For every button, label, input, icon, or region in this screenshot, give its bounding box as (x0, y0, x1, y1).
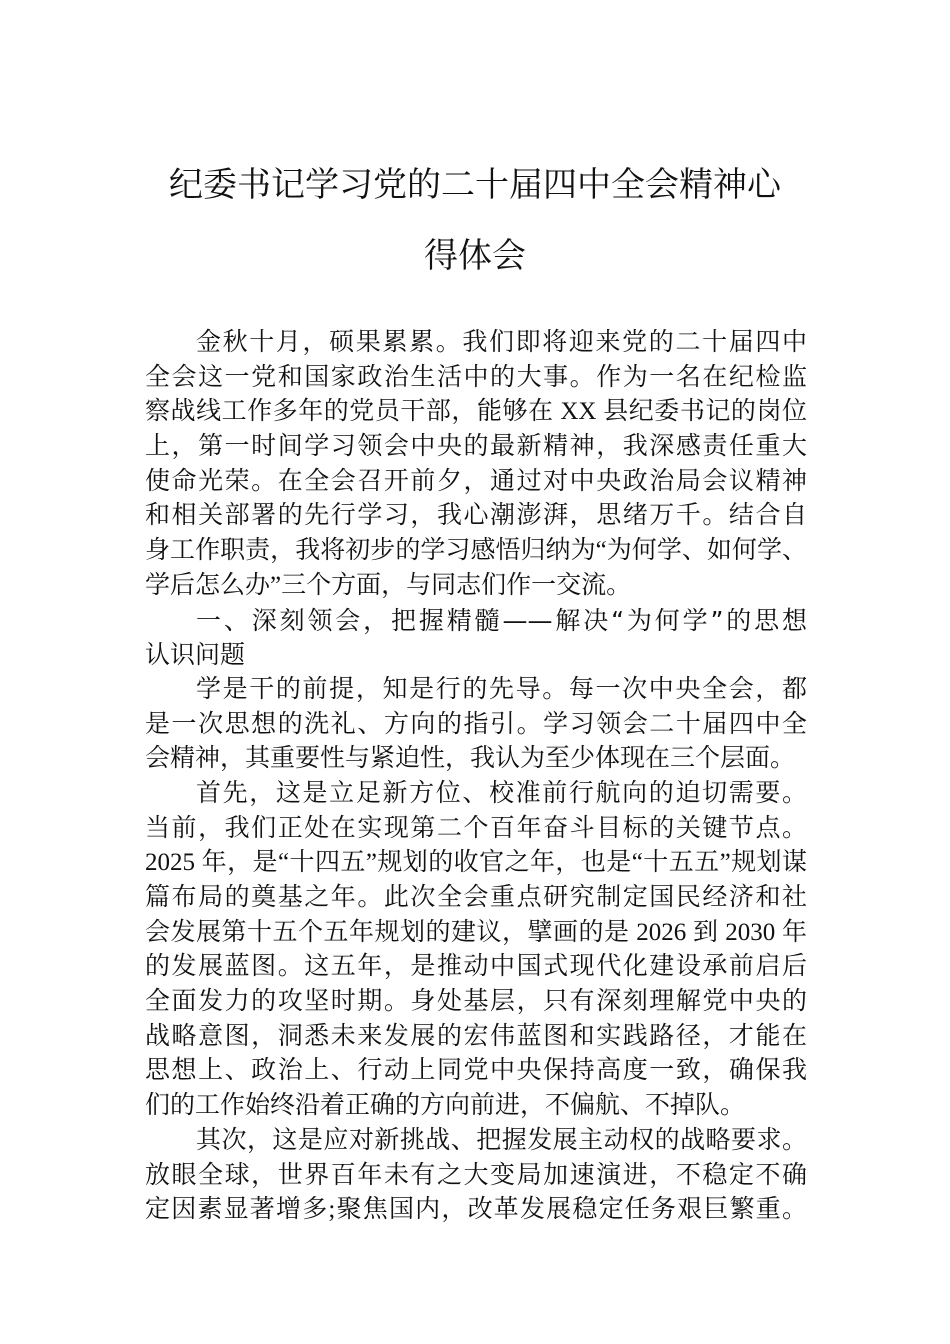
text-line: 是一次思想的洗礼、方向的指引。学习领会二十届四中全 (145, 710, 807, 738)
text-line: 全面发力的攻坚时期。身处基层，只有深刻理解党中央的 (145, 988, 807, 1016)
text-line: 上，第一时间学习领会中央的最新精神，我深感责任重大 (145, 433, 807, 461)
text-line: 察战线工作多年的党员干部，能够在 XX 县纪委书记的岗位 (145, 398, 807, 426)
paragraph (145, 777, 807, 1124)
text-line: 会精神，其重要性与紧迫性，我认为至少体现在三个层面。 (145, 745, 796, 773)
text-line: 首先，这是立足新方位、校准前行航向的迫切需要。 (196, 779, 807, 807)
text-line: 其次，这是应对新挑战、把握发展主动权的战略要求。 (196, 1126, 807, 1154)
text-line: 一、深刻领会，把握精髓——解决“为何学”的思想 (196, 605, 807, 635)
section-heading (145, 604, 807, 673)
text-line: 的发展蓝图。这五年，是推动中国式现代化建设承前启后 (145, 953, 807, 981)
text-line: 认识问题 (145, 640, 246, 670)
text-line: 2025 年，是“十四五”规划的收官之年，也是“十五五”规划谋 (145, 849, 807, 877)
document-title-line-2: 得体会 (424, 238, 526, 275)
text-line: 战略意图，洞悉未来发展的宏伟蓝图和实践路径，才能在 (145, 1022, 807, 1050)
text-line: 放眼全球，世界百年未有之大变局加速演进，不稳定不确 (145, 1161, 807, 1189)
text-line: 定因素显著增多;聚焦国内，改革发展稳定任务艰巨繁重。 (145, 1196, 807, 1224)
text-line: 金秋十月，硕果累累。我们即将迎来党的二十届四中 (196, 329, 807, 356)
text-line: 身工作职责，我将初步的学习感悟归纳为“为何学、如何学、 (145, 537, 807, 565)
text-line: 们的工作始终沿着正确的方向前进，不偏航、不掉队。 (145, 1092, 746, 1120)
text-line: 使命光荣。在全会召开前夕，通过对中央政治局会议精神 (145, 467, 807, 495)
document-title-line-1: 纪委书记学习党的二十届四中全会精神心 (169, 167, 781, 204)
paragraph (145, 326, 807, 604)
text-line: 和相关部署的先行学习，我心潮澎湃，思绪万千。结合自 (145, 502, 807, 530)
text-line: 学是干的前提，知是行的先导。每一次中央全会，都 (196, 675, 807, 703)
text-line: 篇布局的奠基之年。此次全会重点研究制定国民经济和社 (145, 884, 807, 911)
text-line: 会发展第十五个五年规划的建议，擘画的是 2026 到 2030 年 (145, 918, 807, 946)
text-line: 学后怎么办”三个方面，与同志们作一交流。 (145, 571, 632, 599)
text-line: 全会这一党和国家政治生活中的大事。作为一名在纪检监 (145, 363, 807, 391)
text-line: 当前，我们正处在实现第二个百年奋斗目标的关键节点。 (145, 814, 807, 842)
document-body (145, 326, 807, 1228)
paragraph (145, 1124, 807, 1228)
text-line: 思想上、政治上、行动上同党中央保持高度一致，确保我 (145, 1057, 807, 1085)
paragraph (145, 673, 807, 777)
